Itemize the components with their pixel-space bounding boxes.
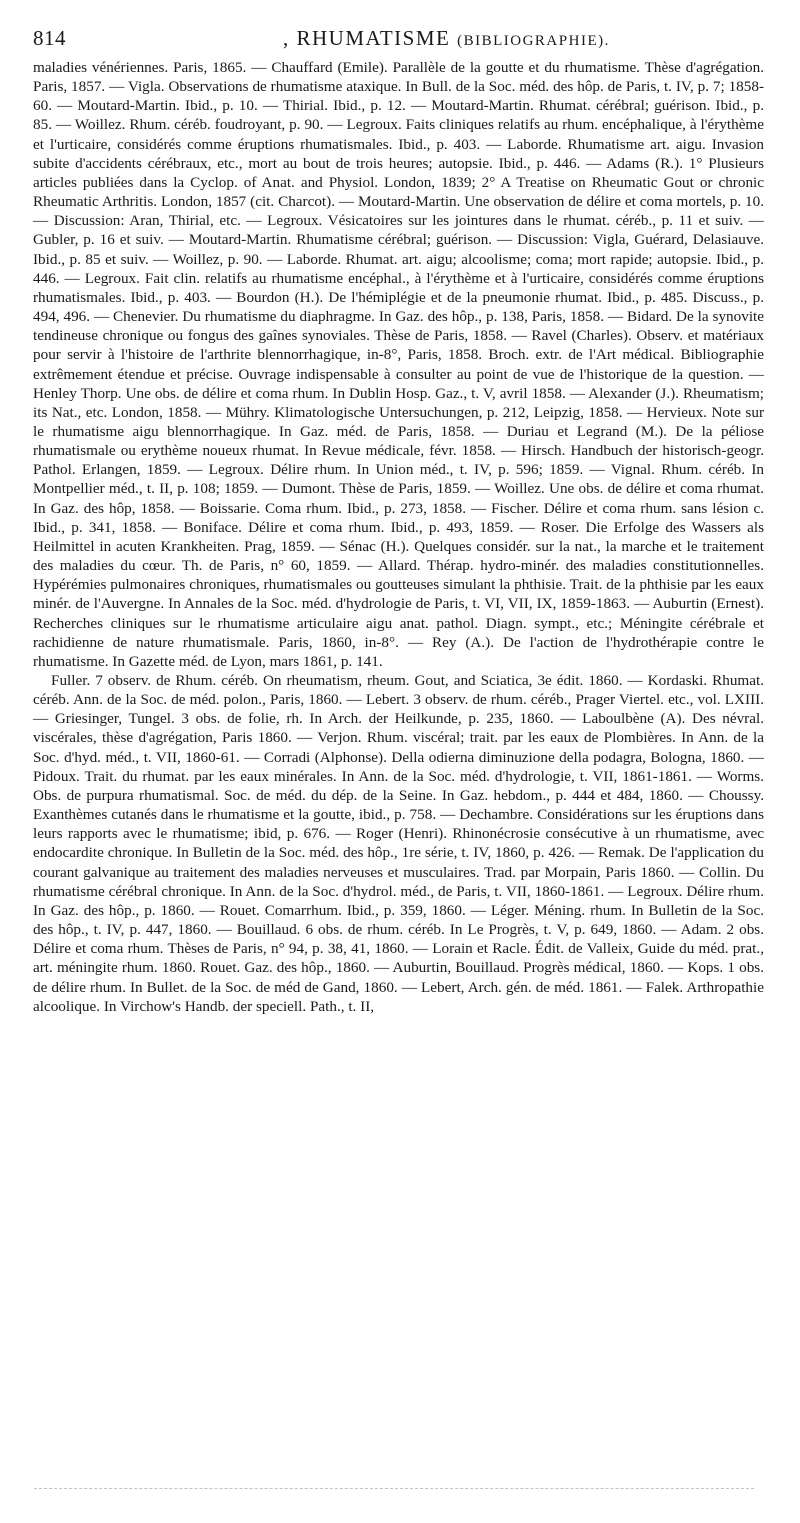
running-title-subtitle: (BIBLIOGRAPHIE).: [457, 33, 610, 49]
page-number: 814: [33, 26, 66, 50]
running-title: [283, 26, 610, 51]
bibliography-text: [33, 58, 764, 1016]
footer-rule: [34, 1488, 754, 1489]
running-head: [33, 22, 764, 58]
bibliography-paragraph: Fuller. 7 observ. de Rhum. céréb. On rheumatism, rheum. Gout, and Sciatica, 3e édit. 1860. — Kordaski. Rhumat. céréb. Ann. de la Soc. de méd. polon., Paris, 1860. — Lebert. 3 observ. de rhum. céréb., Prager Viertel. etc., vol. LXIII. — Griesinger, Tungel. 3 obs. de folie, rh. In Arch. der Heilkunde, p. 235, 1860. — Laboulbène (A). Des névral. viscérales, thèse d'agrégation, Paris 1860. — Verjon. Rhum. viscéral; trait. par les eaux de Plombières. In Ann. de la Soc. d'hyd. méd., t. VII, 1860-61. — Corradi (Alphonse). Della odierna diminuzione della podagra, Bologna, 1860. — Pidoux. Trait. du rhumat. par les eaux minérales. In Ann. de la Soc. méd. d'hydrologie, t. VII, 1861-1861. — Worms. Obs. de purpura rhumatismal. Soc. de méd. du dép. de la Seine. In Gaz. hebdom., p. 444 et 484, 1860. — Choussy. Exanthèmes cutanés dans le rhumatisme et la goutte, ibid., p. 758. — Dechambre. Considérations sur les éruptions dans leurs rapports avec le rhumatisme; ibid, p. 676. — Roger (Henri). Rhinonécrosie consécutive à un rhumatisme, avec endocardite chronique. In Bulletin de la Soc. méd. des hôp., 1re série, t. IV, 1860, p. 426. — Remak. De l'application du courant galvanique au traitement des maladies nerveuses et musculaires. Trad. par Morpain, Paris 1860. — Collin. Du rhumatisme cérébral chronique. In Ann. de la Soc. d'hydrol. méd., de Paris, t. VII, 1860-1861. — Legroux. Délire rhum. In Gaz. des hôp., p. 1860. — Rouet. Comarrhum. Ibid., p. 359, 1860. — Léger. Méning. rhum. In Bulletin de la Soc. des hôp., t. IV, p. 447, 1860. — Bouillaud. 6 obs. de rhum. céréb. In Le Progrès, t. V, p. 649, 1860. — Adam. 2 obs. Délire et coma rhum. Thèses de Paris, n° 94, p. 38, 41, 1860. — Lorain et Racle. Édit. de Valleix, Guide du méd. prat., art. méningite rhum. 1860. Rouet. Gaz. des hôp., 1860. — Auburtin, Bouillaud. Progrès médical, 1860. — Kops. 1 obs. de délire rhum. In Bullet. de la Soc. de méd de Gand, 1860. — Lebert, Arch. gén. de méd. 1861. — Falek. Arthropathie alcoolique. In Virchow's Handb. der speciell. Path., t. II,: [33, 672, 764, 1015]
running-title-main: , RHUMATISME: [283, 26, 451, 50]
bibliography-paragraph: maladies vénériennes. Paris, 1865. — Chauffard (Emile). Parallèle de la goutte et du rhumatisme. Thèse d'agrégation. Paris, 1857. — Vigla. Observations de rhumatisme ataxique. In Bull. de la Soc. méd. des hôp. de Paris, t. IV, p. 7; 1858-60. — Moutard-Martin. Ibid., p. 10. — Thirial. Ibid., p. 12. — Moutard-Martin. Rhumat. cérébral; guérison. Ibid., p. 85. — Woillez. Rhum. céréb. foudroyant, p. 90. — Legroux. Faits cliniques relatifs au rhum. encéphalique, à l'érythème et l'urticaire, considérés comme éruptions rhumatismales. Ibid., p. 403. — Laborde. Rhumatisme art. aigu. Invasion subite d'accidents cérébraux, etc., mort au bout de trois heures; autopsie. Ibid., p. 446. — Adams (R.). 1° Plusieurs articles publiées dans la Cyclop. of Anat. and Physiol. London, 1839; 2° A Treatise on Rheumatic Gout or chronic Rheumatic Arthritis. London, 1857 (cit. Charcot). — Moutard-Martin. Une observation de délire et coma mortels, p. 10. — Discussion: Aran, Thirial, etc. — Legroux. Vésicatoires sur les jointures dans le rhumat. céréb., p. 11 et suiv. — Gubler, p. 16 et suiv. — Moutard-Martin. Rhumatisme cérébral; guérison. — Discussion: Vigla, Guérard, Delasiauve. Ibid., p. 85 et suiv. — Woillez, p. 90. — Laborde. Rhumat. art. aigu; alcoolisme; coma; mort rapide; autopsie. Ibid., p. 446. — Legroux. Fait clin. relatifs au rhumatisme encéphal., à l'érythème et à l'urticaire, considérés comme éruptions rhumatismales. Ibid., p. 403. — Bourdon (H.). De l'hémiplégie et de la pneumonie rhumat. Ibid., p. 485. Discuss., p. 494, 496. — Chenevier. Du rhumatisme du diaphragme. In Gaz. des hôp., p. 138, Paris, 1858. — Bidard. De la synovite tendineuse chronique ou fongus des gaînes synoviales. Thèse de Paris, 1858. — Ravel (Charles). Observ. et matériaux pour servir à l'histoire de l'arthrite blennorrhagique, in-8°, Paris, 1858. Broch. extr. de l'Art médical. Bibliographie extrêmement étendue et précise. Ouvrage indispensable à consulter au point de vue de l'historique de la question. — Henley Thorp. Une obs. de délire et coma rhum. In Dublin Hosp. Gaz., t. V, avril 1858. — Alexander (J.). Rheumatism; its Nat., etc. London, 1858. — Mühry. Klimatologische Untersuchungen, p. 212, Leipzig, 1858. — Hervieux. Note sur le rhumatisme aigu blennorrhagique. In Gaz. méd. de Paris, 1858. — Duriau et Legrand (M.). De la péliose rhumatismale ou erythème noueux rhumat. In Revue médicale, févr. 1858. — Hirsch. Handbuch der historisch-geogr. Pathol. Erlangen, 1859. — Legroux. Délire rhum. In Union méd., t. IV, p. 596; 1859. — Vignal. Rhum. céréb. In Montpellier méd., t. II, p. 108; 1859. — Dumont. Thèse de Paris, 1859. — Woillez. Une obs. de délire et coma rhumat. In Gaz. des hôp, 1858. — Boissarie. Coma rhum. Ibid., p. 273, 1858. — Fischer. Délire et coma rhum. sans lésion c. Ibid., p. 341, 1858. — Boniface. Délire et coma rhum. Ibid., p. 493, 1859. — Roser. Die Erfolge des Wassers als Heilmittel in acuten Krankheiten. Prag, 1859. — Sénac (H.). Quelques considér. sur la nat., la marche et le traitement des maladies du cœur. Th. de Paris, n° 60, 1859. — Allard. Thérap. hydro-minér. des maladies constitutionnelles. Hypérémies pulmonaires chroniques, rhumatismales ou goutteuses simulant la phthisie. Trait. de la phthisie par les eaux minér. de l'Auvergne. In Annales de la Soc. méd. d'hydrologie de Paris, t. VI, VII, IX, 1859-1863. — Auburtin (Ernest). Recherches cliniques sur le rhumatisme articulaire aigu anat. pathol. Diagn. sympt., etc.; Méningite cérébrale et rachidienne de nature rhumatismale. Paris, 1860, in-8°. — Rey (A.). De l'action de l'hydrothérapie contre le rhumatisme. In Gazette méd. de Lyon, mars 1861, p. 141.: [33, 59, 764, 670]
